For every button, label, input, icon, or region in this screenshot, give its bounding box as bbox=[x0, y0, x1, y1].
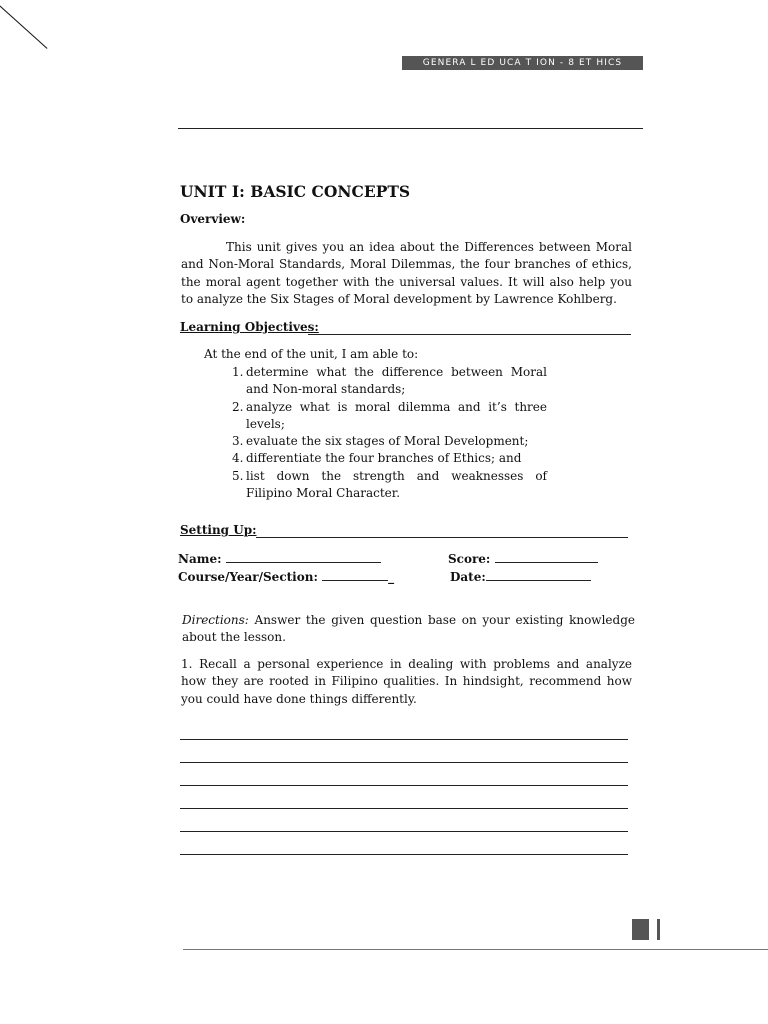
answer-line[interactable] bbox=[180, 831, 628, 832]
list-item-number: 1. bbox=[232, 365, 244, 379]
unit-title: UNIT I: BASIC CONCEPTS bbox=[180, 182, 411, 201]
date-blank[interactable] bbox=[486, 569, 591, 581]
score-field[interactable] bbox=[448, 551, 598, 566]
list-item-number: 5. bbox=[232, 468, 244, 483]
learning-objectives-heading: Learning Objectives: bbox=[180, 320, 319, 334]
answer-line[interactable] bbox=[180, 854, 628, 855]
list-item bbox=[232, 433, 547, 450]
name-label: Name: bbox=[178, 552, 222, 566]
page-marker-bar bbox=[657, 919, 660, 940]
name-field[interactable] bbox=[178, 551, 381, 566]
corner-diagonal-line bbox=[0, 0, 48, 49]
question-1: 1. Recall a personal experience in dealing with problems and analyze how they are rooted in Filipino qualities. In hindsight, recommend how you could have done things differently. bbox=[181, 657, 632, 706]
list-item bbox=[232, 399, 547, 434]
learning-objectives-rule bbox=[308, 334, 631, 335]
setting-up-heading: Setting Up: bbox=[180, 523, 257, 537]
score-blank[interactable] bbox=[495, 551, 598, 563]
list-item-number: 2. bbox=[232, 399, 244, 414]
course-blank[interactable] bbox=[322, 569, 388, 581]
list-item-number: 3. bbox=[232, 434, 244, 449]
list-item-text: differentiate the four branches of Ethics; and bbox=[246, 451, 522, 466]
name-blank[interactable] bbox=[226, 551, 381, 563]
list-item bbox=[232, 468, 547, 503]
list-item-text: evaluate the six stages of Moral Development; bbox=[246, 434, 529, 449]
answer-line[interactable] bbox=[180, 739, 628, 740]
directions-text: Answer the given question base on your existing knowledge about the lesson. bbox=[182, 613, 635, 645]
course-suffix: _ bbox=[388, 570, 395, 584]
page-marker-block bbox=[632, 919, 649, 940]
overview-text: This unit gives you an idea about the Differences between Moral and Non-Moral Standards, Moral Dilemmas, the four branches of ethics, the moral agent together with the universal values. It will also help you to analyze the Six Stages of Moral development by Lawrence Kohlberg. bbox=[181, 240, 632, 306]
date-label: Date: bbox=[450, 570, 486, 584]
setting-up-rule bbox=[256, 537, 628, 538]
answer-line[interactable] bbox=[180, 808, 628, 809]
course-field[interactable] bbox=[178, 569, 394, 584]
directions-paragraph bbox=[182, 612, 635, 647]
list-item bbox=[232, 364, 547, 399]
objectives-list bbox=[232, 364, 547, 502]
list-item-text: analyze what is moral dilemma and it’s three levels; bbox=[246, 399, 547, 431]
answer-line[interactable] bbox=[180, 762, 628, 763]
list-item bbox=[232, 450, 547, 467]
list-item-text: list down the strength and weaknesses of Filipino Moral Character. bbox=[246, 468, 547, 501]
list-item-number: 4. bbox=[232, 451, 244, 466]
directions-label: Directions: bbox=[182, 613, 249, 627]
course-label: Course/Year/Section: bbox=[178, 570, 318, 584]
objectives-intro: At the end of the unit, I am able to: bbox=[204, 347, 419, 361]
top-rule bbox=[178, 128, 643, 129]
answer-line[interactable] bbox=[180, 785, 628, 786]
header-band: GENERA L ED UCA T ION - 8 ET HICS bbox=[402, 56, 643, 70]
score-label: Score: bbox=[448, 552, 491, 566]
overview-paragraph bbox=[181, 239, 632, 308]
date-field[interactable] bbox=[450, 569, 591, 584]
bottom-rule bbox=[183, 949, 768, 950]
list-item-text: determine what the difference between Moral and Non-moral standards; bbox=[246, 365, 547, 397]
overview-label: Overview: bbox=[180, 212, 246, 226]
